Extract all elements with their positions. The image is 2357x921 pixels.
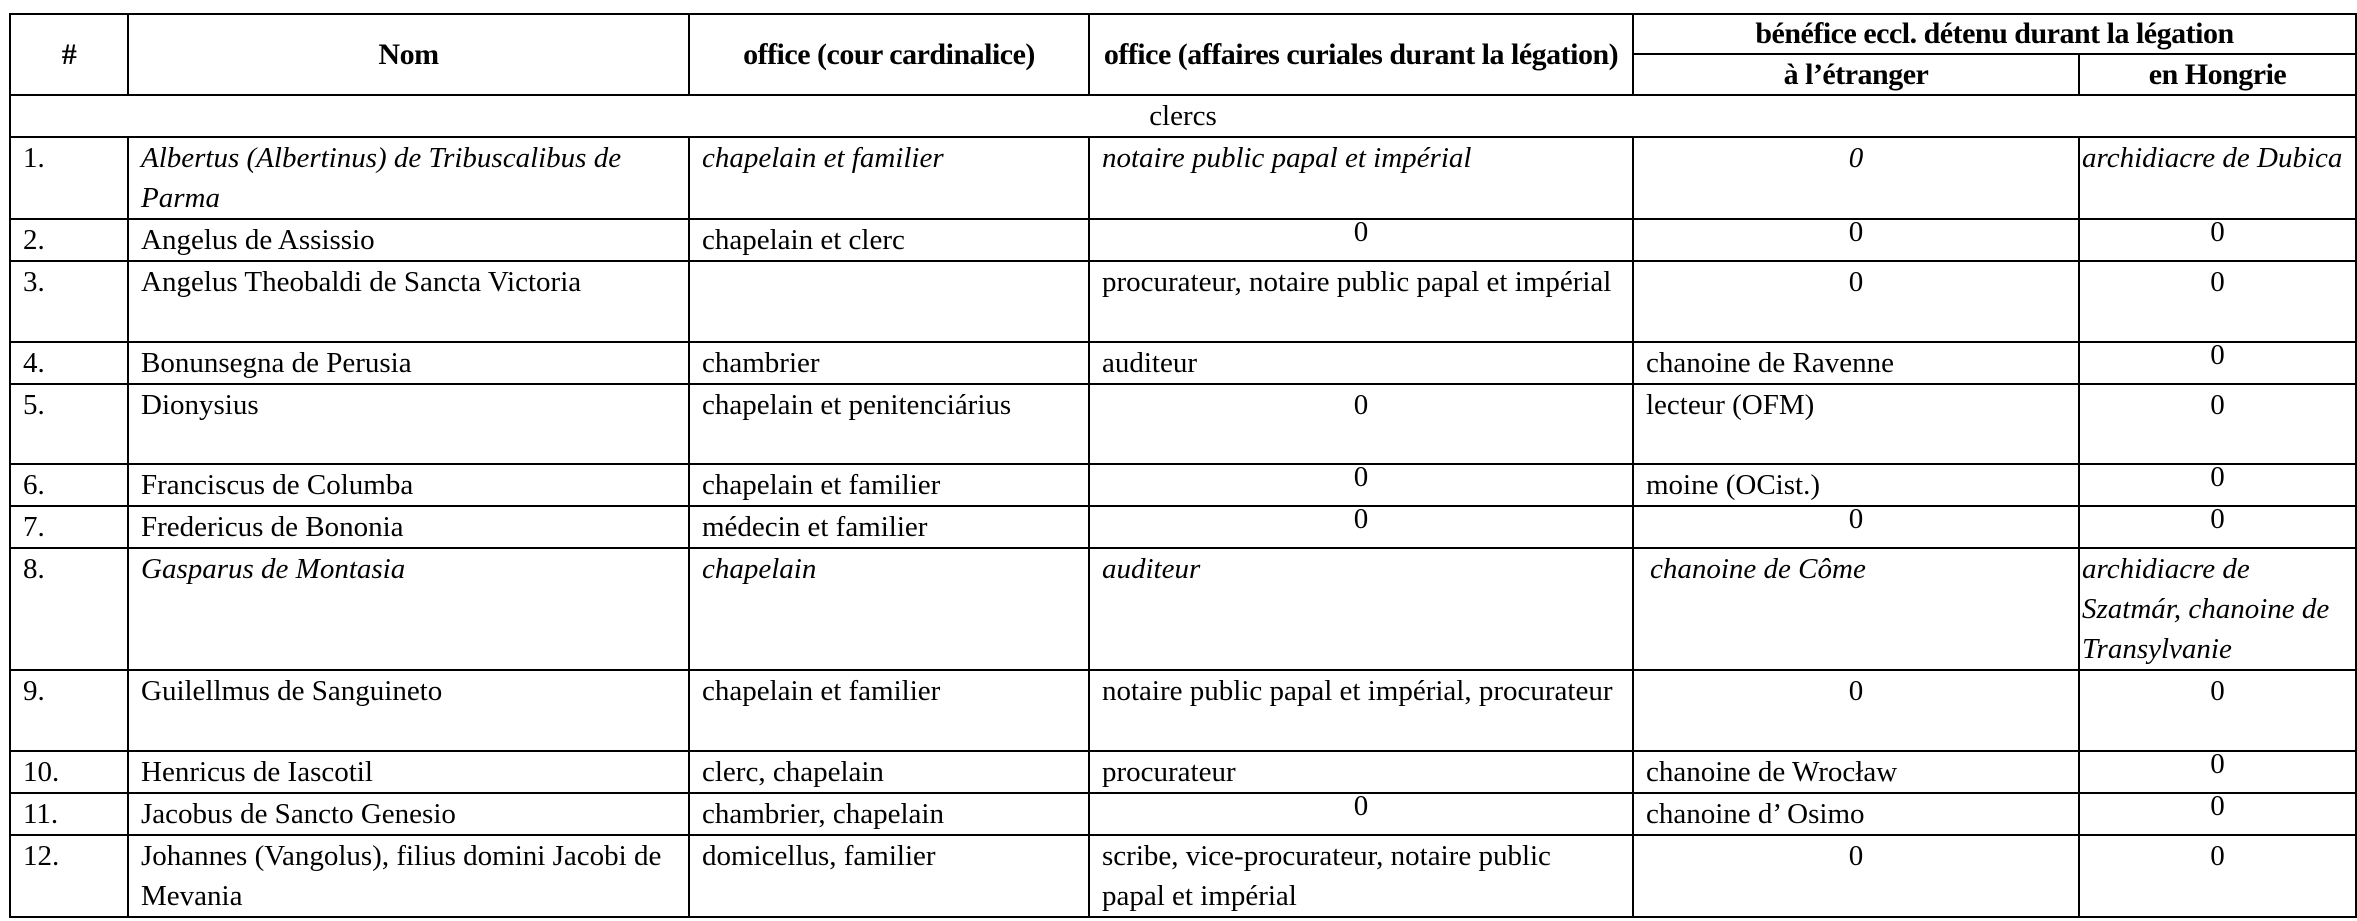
- header-benefice-abroad: à l’étranger: [1633, 54, 2079, 95]
- row-name: Jacobus de Sancto Genesio: [128, 793, 689, 835]
- table-row: [10, 506, 2356, 548]
- row-num: 11.: [10, 793, 128, 835]
- row-office-court: chapelain: [689, 548, 1089, 670]
- row-benefice-abroad: chanoine de Wrocław: [1633, 751, 2079, 793]
- table-row: [10, 751, 2356, 793]
- row-name: Angelus Theobaldi de Sancta Victoria: [128, 261, 689, 342]
- header-row-top: [10, 14, 2356, 54]
- table-row: [10, 137, 2356, 219]
- row-benefice-hungary: archidiacre de Szatmár, chanoine de Transylvanie: [2079, 548, 2356, 670]
- row-office-court: chambrier, chapelain: [689, 793, 1089, 835]
- row-num: 4.: [10, 342, 128, 384]
- row-office-curial: procurateur: [1089, 751, 1633, 793]
- row-num: 3.: [10, 261, 128, 342]
- row-office-court: [689, 261, 1089, 342]
- row-benefice-abroad: lecteur (OFM): [1633, 384, 2079, 464]
- row-benefice-hungary: 0: [2079, 261, 2356, 342]
- row-benefice-hungary: 0: [2079, 751, 2356, 793]
- row-benefice-hungary: 0: [2079, 670, 2356, 751]
- table-row: [10, 548, 2356, 670]
- row-name: Guilellmus de Sanguineto: [128, 670, 689, 751]
- row-office-court: chapelain et clerc: [689, 219, 1089, 261]
- row-office-curial: auditeur: [1089, 342, 1633, 384]
- row-num: 10.: [10, 751, 128, 793]
- row-office-curial: notaire public papal et impérial, procurateur: [1089, 670, 1633, 751]
- table-row: [10, 219, 2356, 261]
- section-label: clercs: [10, 95, 2356, 137]
- row-num: 6.: [10, 464, 128, 506]
- row-office-curial: 0: [1089, 506, 1633, 548]
- row-benefice-abroad: 0: [1633, 670, 2079, 751]
- row-name: Franciscus de Columba: [128, 464, 689, 506]
- row-benefice-hungary: archidiacre de Dubica: [2079, 137, 2356, 219]
- row-office-court: chambrier: [689, 342, 1089, 384]
- row-num: 9.: [10, 670, 128, 751]
- row-benefice-abroad: 0: [1633, 261, 2079, 342]
- row-benefice-hungary: 0: [2079, 464, 2356, 506]
- row-name: Fredericus de Bononia: [128, 506, 689, 548]
- row-office-curial: 0: [1089, 793, 1633, 835]
- row-office-court: chapelain et penitenciárius: [689, 384, 1089, 464]
- row-name: Albertus (Albertinus) de Tribuscalibus de Parma: [128, 137, 689, 219]
- row-office-court: chapelain et familier: [689, 137, 1089, 219]
- row-num: 1.: [10, 137, 128, 219]
- row-office-court: chapelain et familier: [689, 670, 1089, 751]
- section-row: [10, 95, 2356, 137]
- table-row: [10, 835, 2356, 917]
- table-row: [10, 384, 2356, 464]
- row-benefice-abroad: moine (OCist.): [1633, 464, 2079, 506]
- table-row: [10, 342, 2356, 384]
- row-name: Bonunsegna de Perusia: [128, 342, 689, 384]
- header-name: Nom: [128, 14, 689, 95]
- row-office-curial: notaire public papal et impérial: [1089, 137, 1633, 219]
- row-benefice-abroad: 0: [1633, 219, 2079, 261]
- row-num: 5.: [10, 384, 128, 464]
- row-num: 8.: [10, 548, 128, 670]
- row-benefice-hungary: 0: [2079, 506, 2356, 548]
- table-row: [10, 793, 2356, 835]
- row-office-curial: scribe, vice-procurateur, notaire public papal et impérial: [1089, 835, 1633, 917]
- header-office-court: office (cour cardinalice): [689, 14, 1089, 95]
- row-benefice-abroad: 0: [1633, 506, 2079, 548]
- row-office-court: chapelain et familier: [689, 464, 1089, 506]
- row-benefice-hungary: 0: [2079, 384, 2356, 464]
- row-name: Gasparus de Montasia: [128, 548, 689, 670]
- row-benefice-abroad: chanoine de Ravenne: [1633, 342, 2079, 384]
- row-benefice-abroad: 0: [1633, 137, 2079, 219]
- header-office-curial: office (affaires curiales durant la légation): [1089, 14, 1633, 95]
- header-num: #: [10, 14, 128, 95]
- row-num: 7.: [10, 506, 128, 548]
- row-benefice-hungary: 0: [2079, 835, 2356, 917]
- row-office-curial: 0: [1089, 384, 1633, 464]
- row-benefice-abroad: chanoine de Côme: [1633, 548, 2079, 670]
- row-name: Angelus de Assissio: [128, 219, 689, 261]
- row-num: 12.: [10, 835, 128, 917]
- row-benefice-abroad: 0: [1633, 835, 2079, 917]
- row-name: Johannes (Vangolus), filius domini Jacobi de Mevania: [128, 835, 689, 917]
- row-benefice-hungary: 0: [2079, 342, 2356, 384]
- row-office-curial: 0: [1089, 464, 1633, 506]
- legation-staff-table: [9, 13, 2357, 918]
- row-name: Dionysius: [128, 384, 689, 464]
- row-office-curial: auditeur: [1089, 548, 1633, 670]
- row-num: 2.: [10, 219, 128, 261]
- row-office-court: médecin et familier: [689, 506, 1089, 548]
- row-office-curial: 0: [1089, 219, 1633, 261]
- row-office-curial: procurateur, notaire public papal et impérial: [1089, 261, 1633, 342]
- header-benefice-hungary: en Hongrie: [2079, 54, 2356, 95]
- row-office-court: clerc, chapelain: [689, 751, 1089, 793]
- row-benefice-hungary: 0: [2079, 793, 2356, 835]
- table-row: [10, 670, 2356, 751]
- table-row: [10, 261, 2356, 342]
- header-benefice-group: bénéfice eccl. détenu durant la légation: [1633, 14, 2356, 54]
- row-office-court: domicellus, familier: [689, 835, 1089, 917]
- row-benefice-abroad: chanoine d’ Osimo: [1633, 793, 2079, 835]
- table-row: [10, 464, 2356, 506]
- row-name: Henricus de Iascotil: [128, 751, 689, 793]
- row-benefice-hungary: 0: [2079, 219, 2356, 261]
